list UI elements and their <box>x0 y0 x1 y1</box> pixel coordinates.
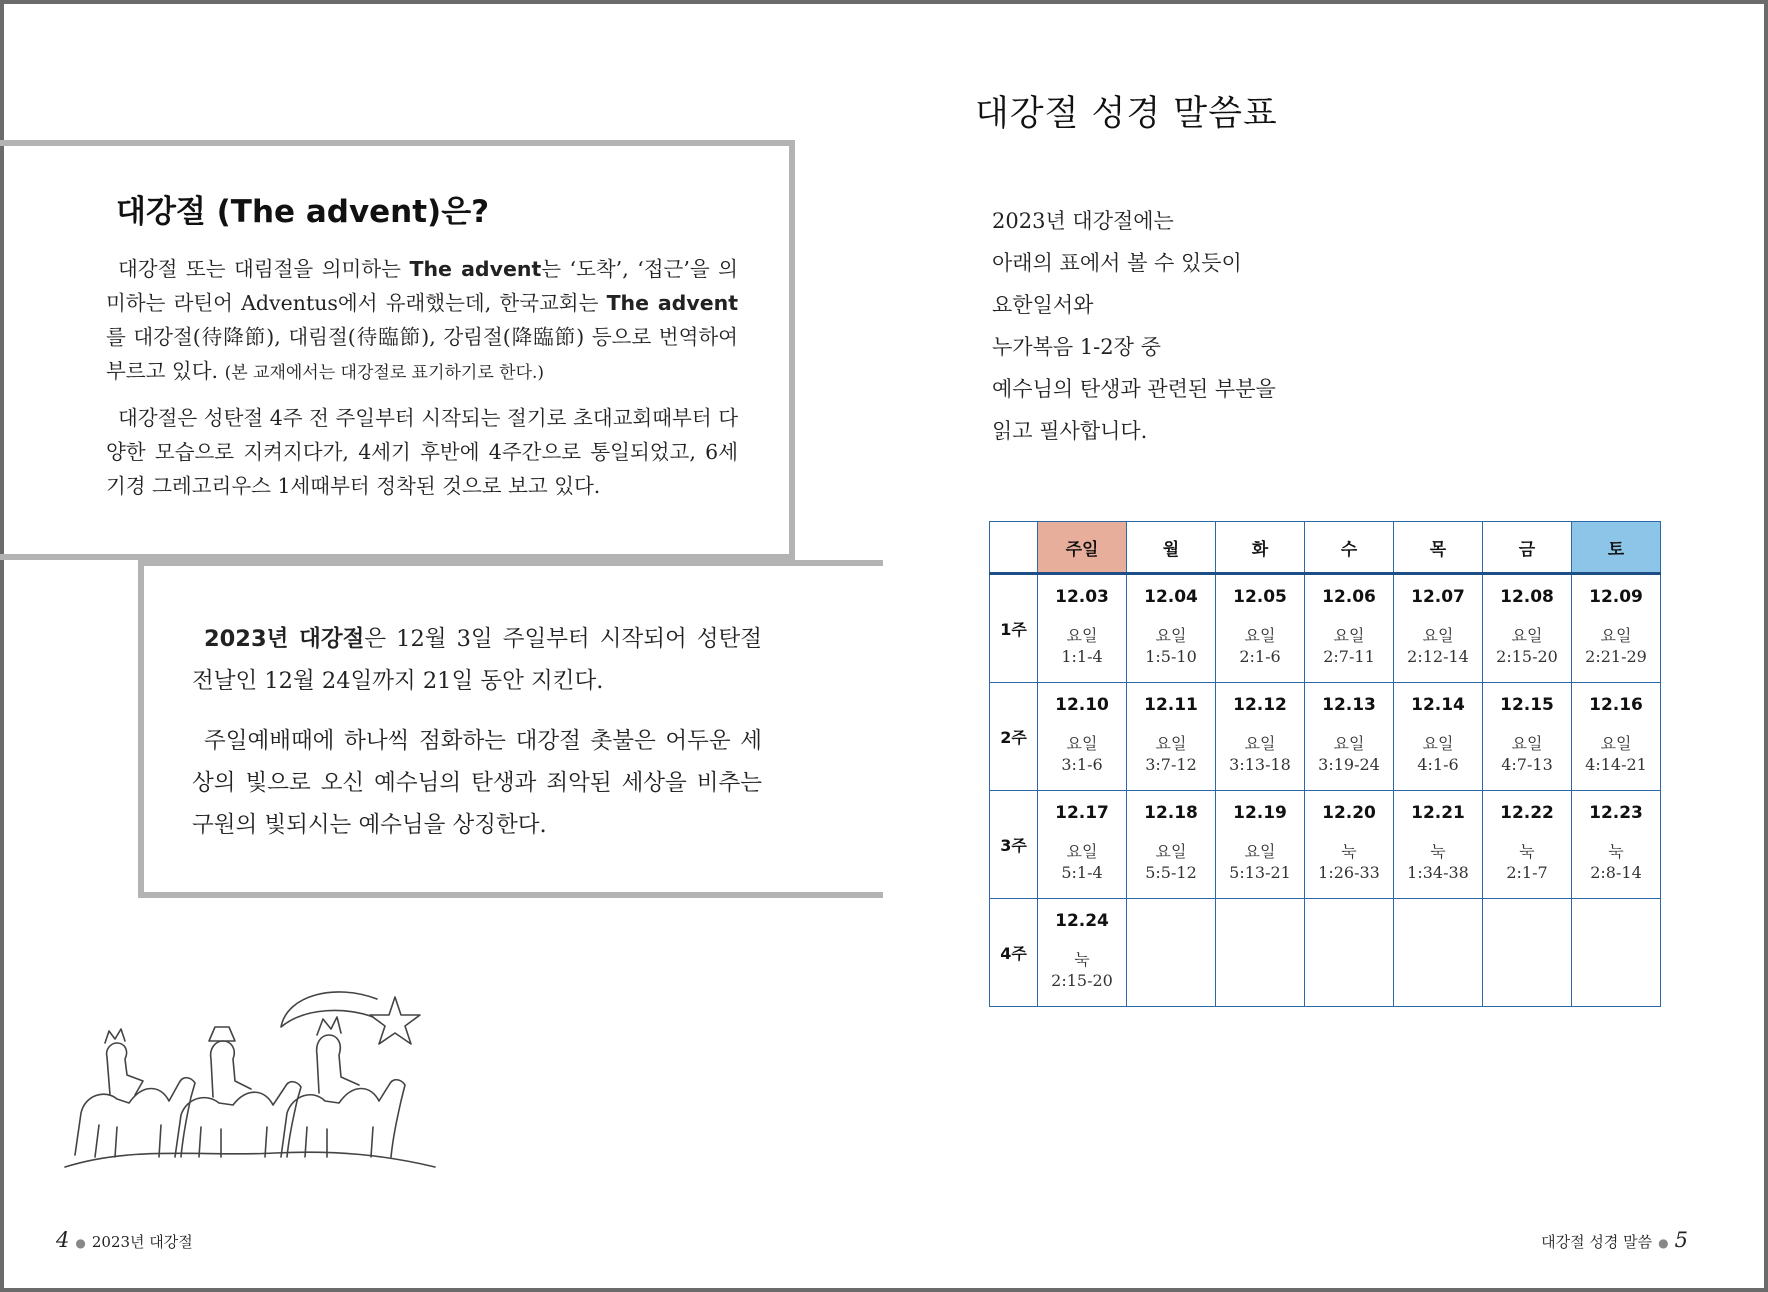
reading-reference: 3:13-18 <box>1229 755 1291 774</box>
reading-date: 12.07 <box>1411 587 1465 607</box>
advent-heading: 대강절 (The advent)은? <box>116 194 490 230</box>
reading-book: 요일 <box>1066 734 1098 753</box>
header-day-sunday: 주일 <box>1038 522 1127 574</box>
reading-reference: 2:12-14 <box>1407 647 1469 666</box>
reading-date: 12.22 <box>1500 803 1554 823</box>
p3-bold: 2023년 대강절 <box>204 626 365 652</box>
reading-date: 12.18 <box>1144 803 1198 823</box>
p2-text: 대강절은 성탄절 4주 전 주일부터 시작되는 절기로 초대교회때부터 다양한 모습으로 지켜지다가, 4세기 후반에 4주간으로 통일되었고, 6세기경 그레고리우스 1세때부터 정착된 것으로 보고 있다. <box>106 406 738 498</box>
reading-cell <box>1127 574 1216 683</box>
reading-cell <box>1127 899 1216 1007</box>
reading-date: 12.11 <box>1144 695 1198 715</box>
reading-cell <box>1483 791 1572 899</box>
reading-book: 요일 <box>1422 734 1454 753</box>
reading-reference: 4:14-21 <box>1585 755 1647 774</box>
header-day-wednesday: 수 <box>1305 522 1394 574</box>
reading-reference: 2:21-29 <box>1585 647 1647 666</box>
p1-bold-b: The advent <box>606 291 738 315</box>
reading-book: 눅 <box>1608 842 1624 861</box>
reading-cell <box>1572 683 1661 791</box>
reading-cell <box>1305 899 1394 1007</box>
advent-paragraph-1 <box>106 252 738 390</box>
reading-cell <box>1572 574 1661 683</box>
footer-right-label: 대강절 성경 말씀 <box>1541 1233 1653 1251</box>
page-number-left: 4 <box>56 1228 70 1252</box>
reading-cell <box>1305 574 1394 683</box>
reading-book: 요일 <box>1511 734 1543 753</box>
reading-date: 12.04 <box>1144 587 1198 607</box>
advent-paragraph-2 <box>106 401 738 503</box>
reading-date: 12.20 <box>1322 803 1376 823</box>
reading-cell <box>1127 791 1216 899</box>
reading-cell <box>1038 791 1127 899</box>
reading-book: 요일 <box>1155 842 1187 861</box>
reading-reference: 2:15-20 <box>1051 971 1113 990</box>
reading-date: 12.16 <box>1589 695 1643 715</box>
reading-cell <box>1127 683 1216 791</box>
reading-date: 12.03 <box>1055 587 1109 607</box>
reading-cell <box>1216 574 1305 683</box>
p1-text-c: 를 대강절(待降節), 대림절(待臨節), 강림절(降臨節) 등으로 번역하여 부르고 있다. <box>106 325 738 383</box>
reading-date: 12.24 <box>1055 911 1109 931</box>
footer-right <box>1541 1228 1688 1252</box>
reading-date: 12.10 <box>1055 695 1109 715</box>
reading-date: 12.09 <box>1589 587 1643 607</box>
reading-book: 요일 <box>1244 626 1276 645</box>
reading-reference: 5:13-21 <box>1229 863 1291 882</box>
intro-line: 아래의 표에서 볼 수 있듯이 <box>992 251 1242 275</box>
reading-cell <box>1038 574 1127 683</box>
reading-cell <box>1483 574 1572 683</box>
reading-reference: 1:5-10 <box>1145 647 1197 666</box>
reading-reference: 5:1-4 <box>1061 863 1103 882</box>
reading-cell <box>1483 683 1572 791</box>
intro-line: 요한일서와 <box>992 293 1094 317</box>
reading-date: 12.13 <box>1322 695 1376 715</box>
footer-left <box>56 1228 193 1252</box>
reading-book: 요일 <box>1244 734 1276 753</box>
reading-book: 눅 <box>1341 842 1357 861</box>
advent-paragraph-3 <box>192 618 762 702</box>
reading-book: 요일 <box>1422 626 1454 645</box>
p1-text-a: 대강절 또는 대림절을 의미하는 <box>118 257 410 281</box>
reading-reference: 5:5-12 <box>1145 863 1197 882</box>
three-wise-men-camels-star-icon <box>55 985 455 1185</box>
reading-reference: 2:15-20 <box>1496 647 1558 666</box>
header-corner <box>990 522 1038 574</box>
advent-paragraph-4 <box>192 720 762 846</box>
reading-book: 요일 <box>1333 734 1365 753</box>
table-row <box>990 574 1661 683</box>
week-label: 3주 <box>990 791 1038 899</box>
week-label: 4주 <box>990 899 1038 1007</box>
table-row <box>990 683 1661 791</box>
intro-line: 읽고 필사합니다. <box>992 419 1148 443</box>
table-header-row <box>990 522 1661 574</box>
reading-reference: 3:1-6 <box>1061 755 1103 774</box>
reading-book: 눅 <box>1430 842 1446 861</box>
reading-cell <box>1394 574 1483 683</box>
reading-date: 12.17 <box>1055 803 1109 823</box>
header-day-thursday: 목 <box>1394 522 1483 574</box>
header-day-friday: 금 <box>1483 522 1572 574</box>
footer-dot-icon: ● <box>75 1236 86 1250</box>
footer-left-label: 2023년 대강절 <box>91 1233 193 1251</box>
reading-cell <box>1305 791 1394 899</box>
header-day-saturday: 토 <box>1572 522 1661 574</box>
reading-book: 요일 <box>1244 842 1276 861</box>
intro-line: 예수님의 탄생과 관련된 부분을 <box>992 377 1276 401</box>
reading-book: 요일 <box>1333 626 1365 645</box>
reading-date: 12.08 <box>1500 587 1554 607</box>
reading-date: 12.06 <box>1322 587 1376 607</box>
reading-date: 12.21 <box>1411 803 1465 823</box>
p1-text-b: 는 ‘도착’, ‘접근’을 의미하는 라틴어 Adventus에서 유래했는데, 한국교회는 <box>106 257 738 315</box>
p1-note: (본 교재에서는 대강절로 표기하기로 한다.) <box>224 363 545 383</box>
reading-reference: 2:8-14 <box>1590 863 1642 882</box>
reading-cell <box>1216 791 1305 899</box>
footer-dot-icon: ● <box>1658 1236 1669 1250</box>
reading-reference: 2:7-11 <box>1323 647 1375 666</box>
reading-reference: 3:19-24 <box>1318 755 1380 774</box>
table-row <box>990 899 1661 1007</box>
reading-cell <box>1572 899 1661 1007</box>
reading-cell <box>1305 683 1394 791</box>
reading-reference: 1:34-38 <box>1407 863 1469 882</box>
header-day-monday: 월 <box>1127 522 1216 574</box>
reading-schedule-title: 대강절 성경 말씀표 <box>975 94 1278 134</box>
reading-reference: 2:1-7 <box>1506 863 1548 882</box>
intro-text <box>992 200 1276 452</box>
reading-cell <box>1216 899 1305 1007</box>
reading-cell <box>1572 791 1661 899</box>
reading-reference: 1:1-4 <box>1061 647 1103 666</box>
reading-book: 눅 <box>1074 950 1090 969</box>
reading-cell <box>1038 683 1127 791</box>
week-label: 1주 <box>990 574 1038 683</box>
reading-book: 요일 <box>1511 626 1543 645</box>
reading-book: 요일 <box>1155 734 1187 753</box>
reading-cell <box>1038 899 1127 1007</box>
reading-cell <box>1394 683 1483 791</box>
reading-date: 12.23 <box>1589 803 1643 823</box>
reading-book: 요일 <box>1600 626 1632 645</box>
reading-book: 눅 <box>1519 842 1535 861</box>
reading-date: 12.14 <box>1411 695 1465 715</box>
reading-cell <box>1216 683 1305 791</box>
reading-cell <box>1394 791 1483 899</box>
reading-date: 12.15 <box>1500 695 1554 715</box>
reading-book: 요일 <box>1066 842 1098 861</box>
reading-cell <box>1483 899 1572 1007</box>
reading-date: 12.05 <box>1233 587 1287 607</box>
reading-book: 요일 <box>1600 734 1632 753</box>
reading-reference: 2:1-6 <box>1239 647 1281 666</box>
week-label: 2주 <box>990 683 1038 791</box>
p1-bold-a: The advent <box>409 257 542 281</box>
reading-reference: 4:1-6 <box>1417 755 1459 774</box>
reading-date: 12.12 <box>1233 695 1287 715</box>
reading-schedule-table <box>989 521 1661 1007</box>
reading-reference: 1:26-33 <box>1318 863 1380 882</box>
reading-cell <box>1394 899 1483 1007</box>
p4-text: 주일예배때에 하나씩 점화하는 대강절 촛불은 어두운 세상의 빛으로 오신 예수님의 탄생과 죄악된 세상을 비추는 구원의 빛되시는 예수님을 상징한다. <box>192 728 762 838</box>
reading-reference: 3:7-12 <box>1145 755 1197 774</box>
reading-book: 요일 <box>1155 626 1187 645</box>
reading-book: 요일 <box>1066 626 1098 645</box>
page-number-right: 5 <box>1674 1228 1688 1252</box>
reading-date: 12.19 <box>1233 803 1287 823</box>
reading-reference: 4:7-13 <box>1501 755 1553 774</box>
header-day-tuesday: 화 <box>1216 522 1305 574</box>
p3-text: 은 12월 3일 주일부터 시작되어 성탄절 전날인 12월 24일까지 21일 동안 지킨다. <box>192 626 762 694</box>
intro-line: 2023년 대강절에는 <box>992 209 1174 233</box>
table-row <box>990 791 1661 899</box>
intro-line: 누가복음 1-2장 중 <box>992 335 1161 359</box>
